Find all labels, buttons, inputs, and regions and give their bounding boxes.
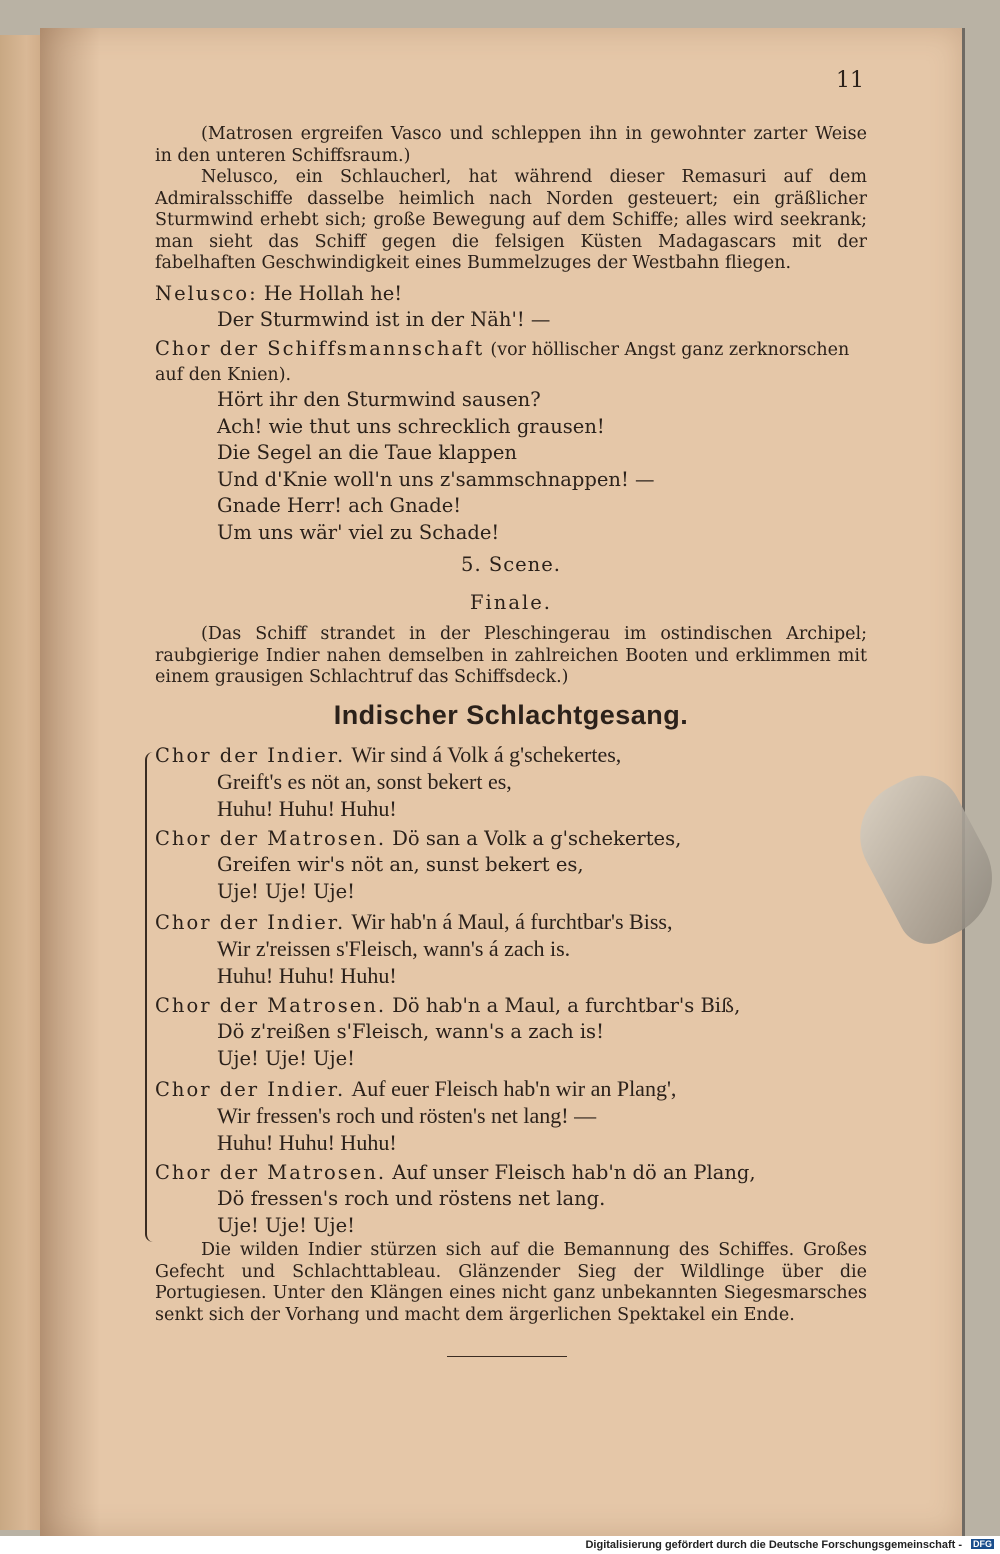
stage-direction: (vor höllischer Angst ganz zerknorschen auf den Knien). <box>155 340 850 385</box>
dfg-logo: DFG <box>973 1539 992 1549</box>
speaker-label: Chor der Matrosen. <box>155 994 387 1017</box>
verse-line: Wir hab'n á Maul, á furchtbar's Biss, <box>351 909 673 934</box>
verse-line: Dö san a Volk a g'schekertes, <box>392 827 682 850</box>
scene-heading: 5. Scene. <box>461 553 561 576</box>
speaker-label: Chor der Indier. <box>155 1078 346 1101</box>
chorus-entry <box>155 742 867 822</box>
chorus-entry <box>155 1076 867 1156</box>
verse-line: Auf unser Fleisch hab'n dö an Plang, <box>392 1161 756 1184</box>
speaker-label: Chor der Matrosen. <box>155 827 387 850</box>
verse-line: Die Segel an die Taue klappen <box>217 441 517 464</box>
verse-line: Um uns wär' viel zu Schade! <box>217 520 500 544</box>
verse-line: Huhu! Huhu! Huhu! <box>217 962 397 988</box>
speech-line: He Hollah he! <box>263 282 403 305</box>
verse-line: Greifen wir's nöt an, sunst bekert es, <box>217 853 584 876</box>
footer-credit: Digitalisierung gefördert durch die Deutsche Forschungsgemeinschaft - <box>585 1539 962 1551</box>
intro-section <box>155 124 867 275</box>
verse-line: Dö z'reißen s'Fleisch, wann's a zach is! <box>217 1020 604 1043</box>
verse-line: Uje! Uje! Uje! <box>217 879 355 903</box>
stage-direction-1: (Matrosen ergreifen Vasco und schleppen ihn in gewohnter zarter Weise in den unteren Schiffsraum.) <box>155 124 867 166</box>
nelusco-speech <box>155 281 867 334</box>
verse-line: Wir sind á Volk á g'schekertes, <box>351 742 622 767</box>
page-gutter-shadow <box>40 28 100 1536</box>
chor-schiffsmannschaft <box>155 337 867 546</box>
verse-line: Und d'Knie woll'n uns z'sammschnappen! — <box>217 467 655 491</box>
speaker-label: Chor der Indier. <box>155 744 346 767</box>
end-rule <box>447 1356 567 1357</box>
finale-heading: Finale. <box>470 591 552 614</box>
chorus-entry <box>155 826 867 905</box>
speech-line: Der Sturmwind ist in der Näh'! — <box>217 308 551 331</box>
chorus-entry <box>155 1160 867 1239</box>
footer-bar <box>0 1536 1000 1554</box>
verse-line: Hört ihr den Sturmwind sausen? <box>217 388 541 411</box>
speaker-label: Chor der Indier. <box>155 911 346 934</box>
verse-line: Huhu! Huhu! Huhu! <box>217 1129 397 1155</box>
closing-section <box>155 1240 867 1326</box>
chorus-entry <box>155 993 867 1072</box>
finale-stage-direction: (Das Schiff strandet in der Pleschingerau im ostindischen Archipel; raubgierige Indier nahen demselben in zahlreichen Booten und erklimmen mit einem grausigen Schlachtruf das Schiffsdeck.) <box>155 624 867 687</box>
chorus-entry <box>155 909 867 989</box>
verse-line: Wir z'reissen s'Fleisch, wann's á zach is. <box>217 936 571 961</box>
verse-line: Wir fressen's roch und rösten's net lang! — <box>217 1103 597 1128</box>
verse-line: Dö hab'n a Maul, a furchtbar's Biß, <box>392 994 741 1017</box>
chorus-exchange <box>155 742 867 1243</box>
page-number: 11 <box>836 68 864 93</box>
speaker-label: Chor der Matrosen. <box>155 1161 387 1184</box>
speaker-nelusco: Nelusco: <box>155 282 258 305</box>
verse-line: Ach! wie thut uns schrecklich grausen! <box>217 414 605 438</box>
song-title: Indischer Schlachtgesang. <box>333 700 689 730</box>
closing-stage-direction: Die wilden Indier stürzen sich auf die Bemannung des Schiffes. Großes Gefecht und Schlachttableau. Glänzender Sieg der Wildlinge über die Portugiesen. Unter den Klängen eines nicht ganz unbekannten Siegesmarsches senkt sich der Vorhang und macht dem ärgerlichen Spektakel ein Ende. <box>155 1240 867 1325</box>
verse-line: Huhu! Huhu! Huhu! <box>217 795 397 821</box>
speaker-chor-schiffsmannschaft: Chor der Schiffsmannschaft <box>155 337 485 360</box>
verse-line: Uje! Uje! Uje! <box>217 1046 355 1070</box>
verse-line: Dö fressen's roch und röstens net lang. <box>217 1187 606 1210</box>
finale-direction-block <box>155 624 867 689</box>
verse-line: Auf euer Fleisch hab'n wir an Plang', <box>351 1076 677 1101</box>
verse-line: Uje! Uje! Uje! <box>217 1213 355 1237</box>
verse-line: Greift's es nöt an, sonst bekert es, <box>217 769 512 794</box>
stage-direction-2: Nelusco, ein Schlaucherl, hat während dieser Remasuri auf dem Admiralsschiffe dasselbe heimlich nach Norden gesteuert; ein gräßlicher Sturmwind erhebt sich; große Bewegung auf dem Schiffe; alles wird seekrank; man sieht das Schiff gegen die felsigen Küsten Madagascars mit der fabelhaften Geschwindigkeit eines Bummelzuges der Westbahn fliegen. <box>155 167 867 273</box>
verse-line: Gnade Herr! ach Gnade! <box>217 494 462 517</box>
book-left-edge <box>0 35 45 1530</box>
